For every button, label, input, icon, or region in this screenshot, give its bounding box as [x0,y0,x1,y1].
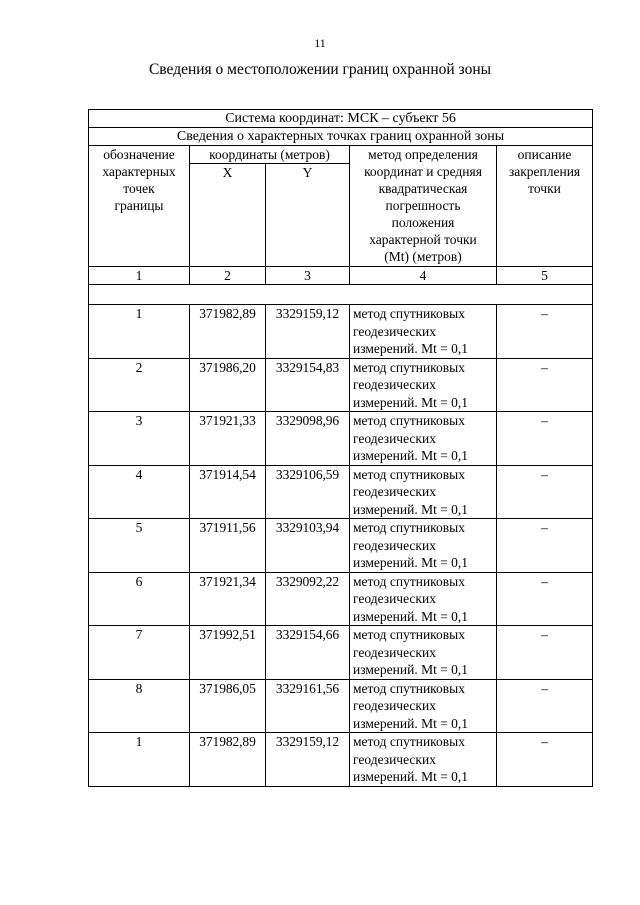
table-row [89,358,593,412]
method-line: метод спутниковых [353,573,465,589]
y-coordinate-cell: 3329098,96 [266,412,350,466]
x-coordinate-cell: 371986,05 [190,679,266,733]
x-coordinate-cell: 371986,20 [190,358,266,412]
description-cell: – [497,519,593,573]
table-row [89,305,593,359]
point-number-cell: 5 [89,519,190,573]
method-line: геодезических [353,323,436,339]
description-cell: – [497,626,593,680]
method-line: измерений. Mt = 0,1 [353,769,469,784]
method-line: геодезических [353,484,436,499]
table-subtitle-row [89,128,593,146]
table-row [89,572,593,626]
method-cell [350,519,497,573]
empty-row [89,285,593,305]
y-coordinate-cell: 3329106,59 [266,465,350,519]
method-cell [350,465,497,519]
y-coordinate-cell: 3329103,94 [266,519,350,573]
y-coordinate-cell: 3329154,66 [266,626,350,680]
x-coordinate-cell: 371921,34 [190,572,266,626]
empty-cell [89,285,593,305]
x-coordinate-cell: 371982,89 [190,305,266,359]
description-cell: – [497,572,593,626]
table-subtitle-cell: Сведения о характерных точках границ охранной зоны [89,128,593,146]
method-line: геодезических [353,698,436,713]
method-line: геодезических [353,644,436,660]
y-coordinate-cell: 3329154,83 [266,358,350,412]
method-cell [350,412,497,466]
table-row [89,626,593,680]
method-line: метод спутниковых [353,680,465,696]
point-number-cell: 6 [89,572,190,626]
point-number-cell: 8 [89,679,190,733]
method-cell [350,572,497,626]
column-number: 2 [190,267,266,285]
method-cell [350,626,497,680]
description-cell: – [497,358,593,412]
method-line: геодезических [353,537,436,553]
description-cell: – [497,465,593,519]
x-coordinate-cell: 371982,89 [190,733,266,787]
method-cell [350,305,497,359]
method-cell [350,733,497,787]
method-line: измерений. Mt = 0,1 [353,608,469,624]
x-coordinate-cell: 371911,56 [190,519,266,573]
point-number-cell: 3 [89,412,190,466]
y-coordinate-cell: 3329161,56 [266,679,350,733]
method-line: измерений. Mt = 0,1 [353,394,469,410]
method-line: геодезических [353,591,436,606]
header-coordinates: координаты (метров) [190,146,350,164]
x-coordinate-cell: 371992,51 [190,626,266,680]
description-cell: – [497,733,593,787]
point-number-cell: 4 [89,465,190,519]
method-line: метод спутниковых [353,734,465,749]
description-cell: – [497,679,593,733]
document-title: Сведения о местоположении границ охранной зоны [148,61,492,78]
method-line: измерений. Mt = 0,1 [353,448,469,463]
coordinate-system-row [89,110,593,128]
coordinate-system-cell: Система координат: МСК – субъект 56 [89,110,593,128]
y-coordinate-cell: 3329159,12 [266,733,350,787]
boundary-points-table [88,109,593,787]
method-line: метод спутниковых [353,466,465,482]
method-line: геодезических [353,751,436,767]
method-line: метод спутниковых [353,413,465,428]
column-numbers-row [89,267,593,285]
table-row [89,519,593,573]
column-number: 4 [350,267,497,285]
method-line: геодезических [353,377,436,392]
description-cell: – [497,412,593,466]
method-line: геодезических [353,430,436,446]
method-line: метод спутниковых [353,306,465,321]
method-line: метод спутниковых [353,520,465,535]
header-y: Y [266,164,350,267]
table-row [89,412,593,466]
point-number-cell: 1 [89,733,190,787]
y-coordinate-cell: 3329092,22 [266,572,350,626]
x-coordinate-cell: 371921,33 [190,412,266,466]
header-description: описание закрепления точки [497,146,593,267]
point-number-cell: 2 [89,358,190,412]
method-line: метод спутниковых [353,359,465,375]
method-line: метод спутниковых [353,627,465,642]
method-cell [350,358,497,412]
method-line: измерений. Mt = 0,1 [353,341,469,356]
column-number: 3 [266,267,350,285]
method-line: измерений. Mt = 0,1 [353,715,469,731]
x-coordinate-cell: 371914,54 [190,465,266,519]
method-line: измерений. Mt = 0,1 [353,555,469,570]
point-number-cell: 7 [89,626,190,680]
method-cell [350,679,497,733]
y-coordinate-cell: 3329159,12 [266,305,350,359]
header-row-top [89,146,593,164]
description-cell: – [497,305,593,359]
column-number: 1 [89,267,190,285]
point-number-cell: 1 [89,305,190,359]
header-designation: обозначение характерных точек границы [89,146,190,267]
method-line: измерений. Mt = 0,1 [353,662,469,677]
method-line: измерений. Mt = 0,1 [353,501,469,517]
column-number: 5 [497,267,593,285]
header-method: метод определения координат и средняя квадратическая погрешность положения характерной точки (Mt) (метров) [350,146,497,267]
table-row [89,679,593,733]
table-row [89,733,593,787]
page-number: 11 [314,36,326,50]
table-row [89,465,593,519]
header-x: X [190,164,266,267]
